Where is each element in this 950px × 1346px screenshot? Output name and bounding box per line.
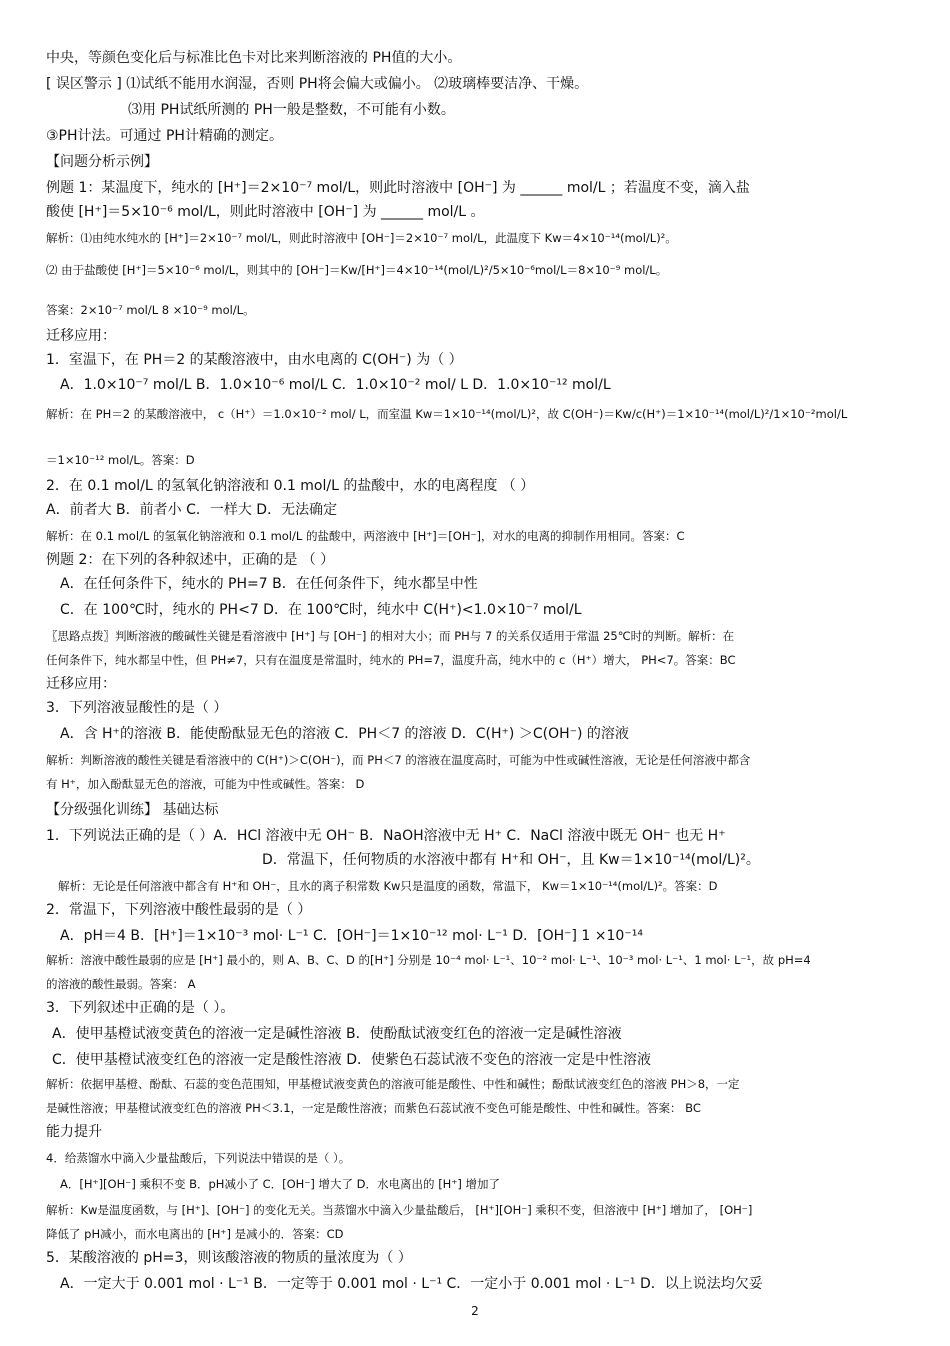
- question: 2．常温下，下列溶液中酸性最弱的是（ ）: [46, 902, 312, 918]
- options: A．一定大于 0.001 mol · L⁻¹ B．一定等于 0.001 mol · L⁻¹ C．一定小于 0.001 mol · L⁻¹ D．以上说法均欠妥: [60, 1276, 763, 1292]
- text-line: ③PH计法。可通过 PH计精确的测定。: [46, 128, 283, 144]
- example-question: 例题 1：某温度下，纯水的 [H⁺]＝2×10⁻⁷ mol/L，则此时溶液中 [OH⁻] 为 ______ mol/L ；若温度不变，滴入盐: [46, 180, 750, 196]
- analysis-line: 解析：判断溶液的酸性关键是看溶液中的 C(H⁺)＞C(OH⁻)，而 PH＜7 的溶液在温度高时，可能为中性或碱性溶液，无论是任何溶液中都含: [46, 753, 751, 767]
- options: D．常温下，任何物质的水溶液中都有 H⁺和 OH⁻，且 Kw＝1×10⁻¹⁴(mol/L)²。: [262, 852, 760, 868]
- question: 2．在 0.1 mol/L 的氢氧化钠溶液和 0.1 mol/L 的盐酸中，水的电离程度 （ ）: [46, 478, 535, 494]
- analysis-line: 解析：溶液中酸性最弱的应是 [H⁺] 最小的，则 A、B、C、D 的[H⁺] 分别是 10⁻⁴ mol· L⁻¹、10⁻² mol· L⁻¹、10⁻³ mol· L⁻¹、1 mol· L⁻¹，故 pH=4: [46, 953, 811, 967]
- question: 1．下列说法正确的是（ ）A．HCl 溶液中无 OH⁻ B．NaOH溶液中无 H⁺ C．NaCl 溶液中既无 OH⁻ 也无 H⁺: [46, 828, 726, 844]
- options: A．pH＝4 B．[H⁺]＝1×10⁻³ mol· L⁻¹ C．[OH⁻]＝1×10⁻¹² mol· L⁻¹ D．[OH⁻] 1 ×10⁻¹⁴: [60, 928, 643, 944]
- analysis-line: 解析：⑴由纯水纯水的 [H⁺]＝2×10⁻⁷ mol/L，则此时溶液中 [OH⁻]＝2×10⁻⁷ mol/L，此温度下 Kw＝4×10⁻¹⁴(mol/L)²。: [46, 231, 677, 245]
- options: A．[H⁺][OH⁻] 乘积不变 B．pH减小了 C．[OH⁻] 增大了 D．水电离出的 [H⁺] 增加了: [60, 1177, 501, 1191]
- section-heading: 迁移应用：: [46, 328, 116, 344]
- section-heading: 能力提升: [46, 1124, 102, 1140]
- example-question: 酸使 [H⁺]＝5×10⁻⁶ mol/L，则此时溶液中 [OH⁻] 为 ______ mol/L 。: [46, 204, 485, 220]
- options: A．在任何条件下，纯水的 PH=7 B．在任何条件下，纯水都呈中性: [60, 576, 478, 592]
- answer-line: 有 H⁺，加入酚酞显无色的溶液，可能为中性或碱性。答案： D: [46, 777, 365, 791]
- options: C．使甲基橙试液变红色的溶液一定是酸性溶液 D．使紫色石蕊试液不变色的溶液一定是中性溶液: [52, 1052, 652, 1068]
- question: 5．某酸溶液的 pH=3，则该酸溶液的物质的量浓度为（ ）: [46, 1250, 412, 1266]
- analysis-line: 解析：在 PH＝2 的某酸溶液中， c（H⁺）＝1.0×10⁻² mol/ L，而室温 Kw＝1×10⁻¹⁴(mol/L)²，故 C(OH⁻)＝Kw/c(H⁺)＝1×10⁻¹⁴(mol/L)²/1×10⁻²mol/L: [46, 407, 848, 421]
- options: A．前者大 B．前者小 C．一样大 D．无法确定: [46, 502, 338, 518]
- analysis-line: 是碱性溶液；甲基橙试液变红色的溶液 PH＜3.1，一定是酸性溶液；而紫色石蕊试液不变色可能是酸性、中性和碱性。答案： BC: [46, 1101, 701, 1115]
- analysis-line: 解析：在 0.1 mol/L 的氢氧化钠溶液和 0.1 mol/L 的盐酸中，两溶液中 [H⁺]＝[OH⁻]，对水的电离的抑制作用相同。答案：C: [46, 529, 685, 543]
- hint-line: 〖思路点拨〗判断溶液的酸碱性关键是看溶液中 [H⁺] 与 [OH⁻] 的相对大小；而 PH与 7 的关系仅适用于常温 25℃时的判断。解析：在: [46, 629, 735, 643]
- answer-line: 的溶液的酸性最弱。答案： A: [46, 977, 196, 991]
- mistake-warning-line: [ 误区警示 ] ⑴试纸不能用水润湿，否则 PH将会偏大或偏小。 ⑵玻璃棒要洁净、干燥。: [46, 76, 589, 92]
- question: 4．给蒸馏水中滴入少量盐酸后，下列说法中错误的是（ ）。: [46, 1151, 351, 1165]
- options: A．使甲基橙试液变黄色的溶液一定是碱性溶液 B．使酚酞试液变红色的溶液一定是碱性溶液: [52, 1026, 622, 1042]
- analysis-line: 解析：依据甲基橙、酚酞、石蕊的变色范围知，甲基橙试液变黄色的溶液可能是酸性、中性和碱性；酚酞试液变红色的溶液 PH＞8，一定: [46, 1077, 740, 1091]
- answer-line: 答案：2×10⁻⁷ mol/L 8 ×10⁻⁹ mol/L。: [46, 303, 255, 317]
- analysis-line: 解析：无论是任何溶液中都含有 H⁺和 OH⁻，且水的离子积常数 Kw只是温度的函数，常温下， Kw＝1×10⁻¹⁴(mol/L)²。答案：D: [58, 879, 718, 893]
- text-line: ⑶用 PH试纸所测的 PH一般是整数，不可能有小数。: [128, 102, 455, 118]
- options: A．1.0×10⁻⁷ mol/L B．1.0×10⁻⁶ mol/L C．1.0×10⁻² mol/ L D．1.0×10⁻¹² mol/L: [60, 377, 611, 393]
- answer-line: ＝1×10⁻¹² mol/L。答案：D: [46, 453, 195, 467]
- answer-line: 降低了 pH减小，而水电离出的 [H⁺] 是减小的．答案：CD: [46, 1227, 344, 1241]
- question: 1．室温下，在 PH＝2 的某酸溶液中，由水电离的 C(OH⁻) 为（ ）: [46, 352, 463, 368]
- section-heading: 【分级强化训练】 基础达标: [46, 802, 219, 818]
- analysis-line: 解析：Kw是温度函数，与 [H⁺]、[OH⁻] 的变化无关。当蒸馏水中滴入少量盐酸后， [H⁺][OH⁻] 乘积不变，但溶液中 [H⁺] 增加了， [OH⁻]: [46, 1203, 753, 1217]
- section-heading: 迁移应用：: [46, 676, 116, 692]
- text-line: 中央，等颜色变化后与标准比色卡对比来判断溶液的 PH值的大小。: [46, 50, 462, 66]
- analysis-line: 任何条件下，纯水都呈中性，但 PH≠7，只有在温度是常温时，纯水的 PH=7，温度升高，纯水中的 c（H⁺）增大， PH<7。答案：BC: [46, 653, 736, 667]
- question: 3．下列叙述中正确的是（ ）。: [46, 1000, 235, 1016]
- example-question: 例题 2：在下列的各种叙述中，正确的是 （ ）: [46, 552, 335, 568]
- options: A．含 H⁺的溶液 B．能使酚酞显无色的溶液 C．PH＜7 的溶液 D．C(H⁺) ＞C(OH⁻) 的溶液: [60, 726, 629, 742]
- section-heading: 【问题分析示例】: [46, 154, 158, 170]
- options: C．在 100℃时，纯水的 PH<7 D．在 100℃时，纯水中 C(H⁺)<1.0×10⁻⁷ mol/L: [60, 602, 582, 618]
- page-number: 2: [471, 1304, 479, 1318]
- question: 3．下列溶液显酸性的是（ ）: [46, 700, 228, 716]
- analysis-line: ⑵ 由于盐酸使 [H⁺]＝5×10⁻⁶ mol/L，则其中的 [OH⁻]＝Kw/[H⁺]＝4×10⁻¹⁴(mol/L)²/5×10⁻⁶mol/L＝8×10⁻⁹ mol/L。: [46, 263, 668, 277]
